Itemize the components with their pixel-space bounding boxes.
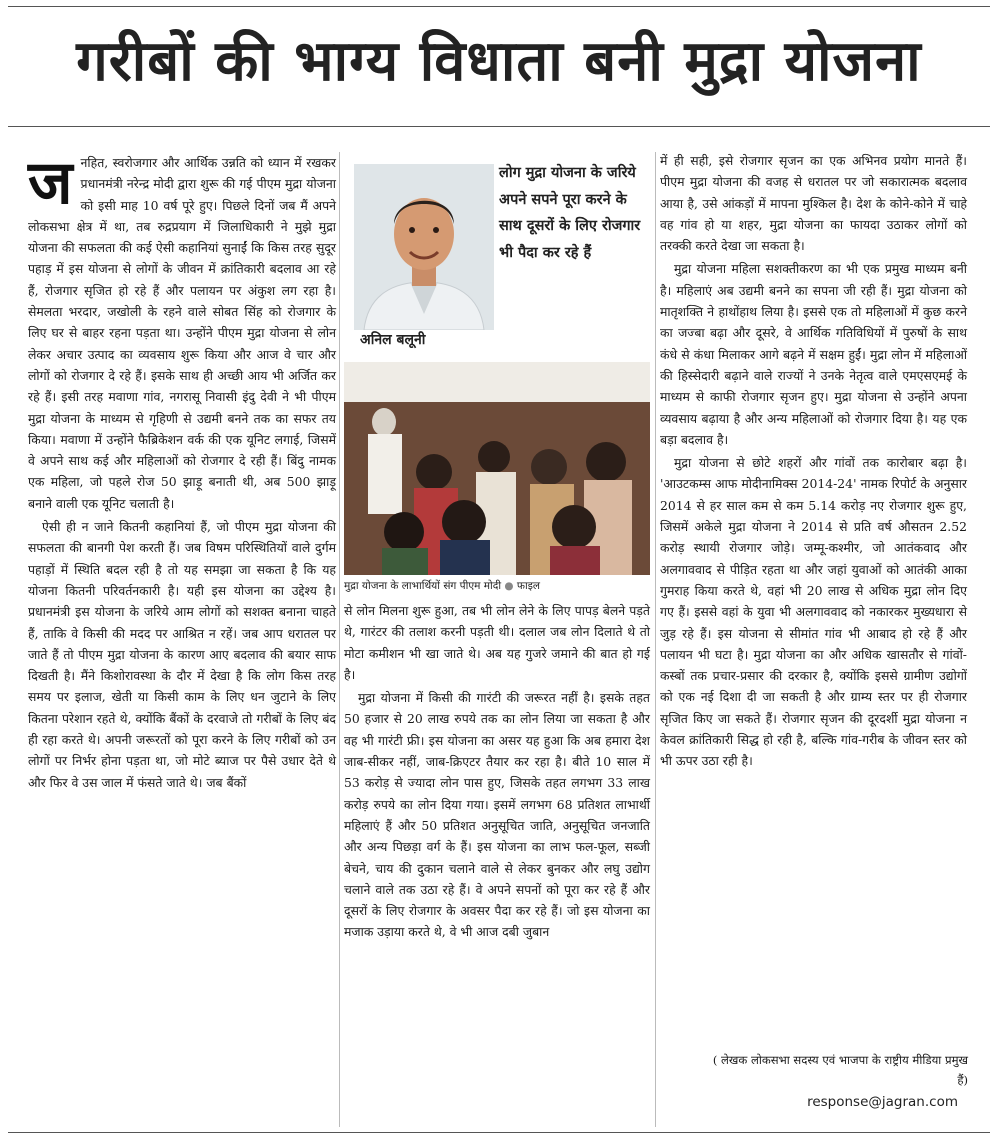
news-photo-image: [344, 362, 650, 575]
article-column-2: [344, 600, 650, 945]
column-divider: [339, 152, 340, 1127]
article-paragraph: से लोन मिलना शुरू हुआ, तब भी लोन लेने के लिए पापड़ बेलने पड़ते थे, गारंटर की तलाश करनी पड़ती थी। दलाल जब लोन दिलाते थे तो मोटा कमीशन भी खा जाते थे। अब यह गुजरे जमाने की बात हो गई है।: [344, 603, 650, 682]
author-portrait: [354, 164, 494, 330]
headline-rule: [8, 126, 990, 127]
article-column-1: [28, 148, 336, 795]
article-paragraph: में ही सही, इसे रोजगार सृजन का एक अभिनव प्रयोग मानते हैं। पीएम मुद्रा योजना की वजह से धरातल पर जो सकारात्मक बदलाव आया है, उसे आंकड़ों में मापना मुश्किल है। देश के कोने-कोने में चाहे वह गांव हो या शहर, मुद्रा योजना का फायदा उठाकर लोगों को तरक्की करते देखा जा सकता है।: [660, 153, 967, 254]
headline: गरीबों की भाग्य विधाता बनी मुद्रा योजना: [76, 29, 922, 94]
article-paragraph: मुद्रा योजना में किसी की गारंटी की जरूरत नहीं है। इसके तहत 50 हजार से 20 लाख रुपये तक का लोन लिया जा सकता है और वह भी गारंटी फ्री। इस योजना का असर यह हुआ कि अब हमारा देश जाब-सीकर नहीं, जाब-क्रिएटर तैयार कर रहा है। बीते 10 साल में 53 करोड़ से ज्यादा लोन पास हुए, जिसके तहत लगभग 33 लाख करोड़ रुपये का लोन दिया गया। इसमें लगभग 68 प्रतिशत लाभार्थी महिलाएं हैं और 50 प्रतिशत अनुसूचित जाति, अनुसूचित जनजाति और अन्य पिछड़ा वर्ग के हैं। इस योजना का लाभ फल-फूल, सब्जी बेचने, चाय की दुकान चलाने वाले से लेकर बुनकर और लघु उद्योग चलाने वाले तक उठा रहे हैं। वे अपने सपनों को पूरा कर रहे हैं और दूसरों के लिए रोजगार के अवसर पैदा कर रहे हैं। जो इस योजना का मजाक उड़ाया करते थे, वे भी आज दबी जुबान: [344, 690, 650, 940]
column-divider: [655, 152, 656, 1127]
top-rule: [8, 6, 990, 7]
article-column-3: [660, 150, 967, 774]
author-note: ( लेखक लोकसभा सदस्य एवं भाजपा के राष्ट्रीय मीडिया प्रमुख हैं): [712, 1053, 968, 1087]
bottom-rule: [8, 1132, 990, 1133]
feature-box: [344, 152, 650, 598]
drop-cap: ज: [28, 148, 73, 218]
news-photo: [344, 362, 650, 575]
article-paragraph: मुद्रा योजना महिला सशक्तीकरण का भी एक प्रमुख माध्यम बनी है। महिलाएं अब उद्यमी बनने का सपना जी रही हैं। मुद्रा योजना को मातृशक्ति ने हाथोंहाथ लिया है। इससे एक तो महिलाओं में कुछ करने का जज्बा बढ़ा और दूसरे, वे आर्थिक गतिविधियों में पुरुषों के साथ कंधे से कंधा मिलाकर आगे बढ़ने में सक्षम हुईं। मुद्रा लोन में महिलाओं की हिस्सेदारी बढ़ाने वाले राज्यों ने उनके नेतृत्व वाले एमएसएमई के माध्यम से काफी रोजगार सृजन हुए। मुद्रा योजना से उन्होंने अपना व्यवसाय बढ़ाया है और अन्य महिलाओं को रोजगार दिया है। यह एक बड़ा बदलाव है।: [660, 261, 967, 447]
article-paragraph: मुद्रा योजना से छोटे शहरों और गांवों तक कारोबार बढ़ा है। 'आउटकम्स आफ मोदीनामिक्स 2014-24' नामक रिपोर्ट के अनुसार 2014 से हर साल कम से कम 5.14 करोड़ नए रोजगार शुरू हुए, जिसमें अकेले मुद्रा योजना ने 2014 से प्रति वर्ष औसतन 2.52 करोड़ स्थायी रोजगार जोड़े। जम्मू-कश्मीर, जो आतंकवाद और अलगाववाद से पीड़ित रहता था और जहां युवाओं को आतंकी आका गुमराह किया करते थे, वहां भी 20 लाख से अधिक मुद्रा लोन दिए गए हैं। इससे वहां के युवा भी अलगाववाद को नकारकर मुख्यधारा से जुड़ रहे हैं। इस योजना से सीमांत गांव भी आबाद हो रहे हैं और पलायन भी घटा है। मुद्रा योजना का और अधिक खासतौर से गांवों-कस्बों तक प्रचार-प्रसार की दरकार है, क्योंकि इससे ग्रामीण उद्योगों को एक नई दिशा दी जा सकती है और ग्राम्य स्तर पर ही रोजगार सृजित किए जा सकते हैं। रोजगार सृजन की दूरदर्शी मुद्रा योजना न केवल क्रांतिकारी सिद्ध हो रही है, बल्कि गांव-गरीब के जीवन स्तर को भी ऊपर उठा रही है।: [660, 455, 967, 769]
article-paragraph: ऐसी ही न जाने कितनी कहानियां हैं, जो पीएम मुद्रा योजना की सफलता की बानगी पेश करती हैं। जब विषम परिस्थितियों वाले दुर्गम पहाड़ों में स्थिति बदल रही है तो यह समझा जा सकता है कि यह योजना कितनी परिवर्तनकारी है। यही इस योजना का उद्देश्य है। प्रधानमंत्री इस योजना के जरिये आम लोगों को सशक्त बनाना चाहते हैं, ताकि वे किसी की मदद पर आश्रित न रहें। जब आप धरातल पर जाते हैं तो पीएम मुद्रा योजना के कारण आए बदलाव की बयार साफ दिखती है। मैंने किशोरावस्था के दौर में देखा है कि लोग किस तरह समय पर इलाज, खेती या किसी काम के लिए धन जुटाने के लिए कितना परेशान रहते थे, क्योंकि बैंकों के दरवाजे तो गरीबों के लिए बंद ही रहा करते थे। अपनी जरूरतों को पूरा करने के लिए गरीबों को उन लोगों पर निर्भर होना पड़ता था, जो मोटे ब्याज पर पैसे उधार देते थे और फिर वे उस जाल में फंसते जाते थे। जब बैंकों: [28, 519, 336, 790]
caption-credit: फाइल: [516, 580, 541, 592]
photo-caption: [344, 578, 650, 594]
pull-quote: लोग मुद्रा योजना के जरिये अपने सपने पूरा करने के साथ दूसरों के लिए रोजगार भी पैदा कर रहे हैं: [499, 165, 641, 261]
bullet-icon: ●: [504, 580, 514, 592]
response-email[interactable]: response@jagran.com: [807, 1094, 958, 1110]
caption-text: मुद्रा योजना के लाभार्थियों संग पीएम मोदी: [344, 580, 502, 592]
author-portrait-image: [354, 164, 494, 330]
article-paragraph: नहित, स्वरोजगार और आर्थिक उन्नति को ध्यान में रखकर प्रधानमंत्री नरेन्द्र मोदी द्वारा शुरू की गई पीएम मुद्रा योजना को इसी माह 10 वर्ष पूरे हुए। पिछले दिनों जब मैं अपने लोकसभा क्षेत्र में था, तब रुद्रप्रयाग में जिलाधिकारी ने मुझे मुद्रा योजना की सफलता की कई ऐसी कहानियां सुनाईं कि किस तरह सुदूर पहाड़ में इस योजना से लोगों के जीवन में क्रांतिकारी बदलाव आ रहे हैं, रोजगार सृजित हो रहे हैं और पलायन पर अंकुश लग रहा है। सेमलता भरदार, जखोली के रहने वाले सोबत सिंह को रोजगार के लिए घर से बाहर रहना पड़ता था। उन्होंने पीएम मुद्रा योजना से लोन लेकर अचार उत्पाद का व्यवसाय शुरू किया और आज वे चार और लोगों को रोजगार दे रहे हैं। इसके साथ ही अच्छी आय भी अर्जित कर रहे हैं। इसी तरह मवाणा गांव, नगरासू निवासी इंदु देवी ने भी पीएम मुद्रा योजना के माध्यम से गृहिणी से उद्यमी बनने तक का सफर तय किया। मवाणा में उन्होंने फैब्रिकेशन वर्क की एक यूनिट लगाई, जिसमें वे अपने साथ कई और महिलाओं को रोजगार दे रही हैं। बिंदु नामक एक महिला, जो पहले रोज 50 झाड़ू बनाती थी, अब 500 झाड़ू बनाने वाली एक यूनिट चलाती है।: [28, 155, 336, 511]
author-name: अनिल बलूनी: [360, 332, 426, 348]
